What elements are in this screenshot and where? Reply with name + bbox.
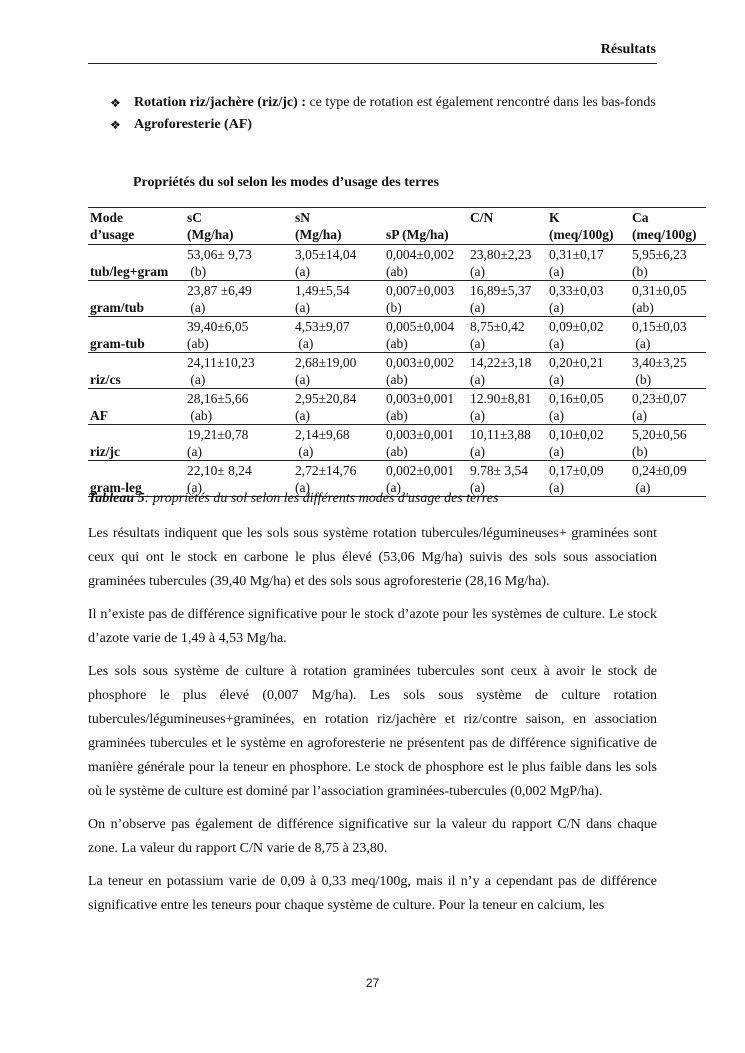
cell-value: 0,003±0,001 (386, 391, 455, 406)
cell-group-letter: (a) (549, 480, 564, 495)
cell-group-letter: (a) (549, 408, 564, 423)
cell-value: 0,20±0,21 (549, 355, 604, 370)
table-cell (547, 425, 630, 461)
cell-value: 0,31±0,05 (632, 283, 687, 298)
column-header (547, 208, 630, 245)
cell-group-letter: (ab) (386, 444, 408, 459)
table-cell (547, 389, 630, 425)
column-header-line1 (386, 209, 468, 226)
cell-group-letter: (b) (386, 300, 402, 315)
table-cell (185, 389, 293, 425)
cell-value: 0,16±0,05 (549, 391, 604, 406)
paragraph-potassium: La teneur en potassium varie de 0,09 à 0,33 meq/100g, mais il n’y a cependant pas de différence significative entre les teneurs pour chaque système de culture. Pour la teneur en calcium, les (88, 874, 657, 913)
table-row (88, 425, 706, 461)
cell-group-letter: (a) (470, 444, 485, 459)
cell-group-letter: (a) (470, 372, 485, 387)
column-header-line1: Mode (90, 210, 123, 225)
table-cell (547, 317, 630, 353)
diamond-bullet-icon: ❖ (110, 96, 121, 110)
cell-value: 0,15±0,03 (632, 319, 687, 334)
cell-value: 4,53±9,07 (295, 319, 350, 334)
table-cell (293, 389, 384, 425)
cell-group-letter: (a) (295, 480, 310, 495)
body-text (88, 522, 657, 927)
table-cell (384, 425, 468, 461)
cell-value: 3,40±3,25 (632, 355, 687, 370)
cell-value: 23,80±2,23 (470, 247, 532, 262)
column-header-line2: (Mg/ha) (187, 227, 234, 242)
cell-value: 0,24±0,09 (632, 463, 687, 478)
cell-value: 2,68±19,00 (295, 355, 357, 370)
cell-value: 1,49±5,54 (295, 283, 350, 298)
cell-value: 10,11±3,88 (470, 427, 531, 442)
cell-group-letter: (a) (295, 372, 310, 387)
cell-value: 0,002±0,001 (386, 463, 455, 478)
cell-value: 28,16±5,66 (187, 391, 249, 406)
row-mode-label: gram-tub (88, 317, 185, 353)
table-cell (384, 245, 468, 281)
cell-value: 24,11±10,23 (187, 355, 255, 370)
table-row (88, 317, 706, 353)
paragraph-carbon: Les résultats indiquent que les sols sous système rotation tubercules/légumineuses+ graminées sont ceux qui ont le stock en carbone le plus élevé (53,06 Mg/ha) suivis des sols sous association graminées tubercules (39,40 Mg/ha) et des sols sous agroforesterie (28,16 Mg/ha). (88, 526, 657, 589)
row-mode-label: gram-leg (88, 461, 185, 497)
cell-value: 53,06± 9,73 (187, 247, 252, 262)
cell-group-letter: (a) (470, 408, 485, 423)
cell-group-letter: (a) (295, 408, 310, 423)
table-cell (547, 281, 630, 317)
caption-text: : propriétés du sol selon les différents modes d'usage des terres (144, 491, 499, 506)
soil-properties-table-wrapper (88, 207, 697, 497)
cell-group-letter: (a) (295, 336, 314, 351)
cell-value: 0,003±0,002 (386, 355, 455, 370)
cell-group-letter: (ab) (386, 372, 408, 387)
cell-group-letter: (a) (187, 480, 202, 495)
column-header-line1: C/N (470, 210, 494, 225)
column-header-line2: (meq/100g) (549, 227, 614, 242)
cell-value: 0,31±0,17 (549, 247, 604, 262)
column-header (384, 208, 468, 245)
cell-value: 0,09±0,02 (549, 319, 604, 334)
cell-group-letter: (ab) (187, 336, 209, 351)
cell-group-letter: (a) (386, 480, 401, 495)
column-header (88, 208, 185, 245)
table-cell (630, 317, 706, 353)
cell-value: 0,17±0,09 (549, 463, 604, 478)
column-header-line2: (meq/100g) (632, 227, 697, 242)
table-cell (547, 353, 630, 389)
table-cell (384, 353, 468, 389)
cell-value: 2,95±20,84 (295, 391, 357, 406)
table-cell (384, 317, 468, 353)
section-subheading: Propriétés du sol selon les modes d’usage des terres (133, 175, 439, 190)
column-header-line1: Ca (632, 210, 649, 225)
paragraph-cn-ratio: On n’observe pas également de différence significative sur la valeur du rapport C/N dans chaque zone. La valeur du rapport C/N varie de 8,75 à 23,80. (88, 817, 657, 856)
diamond-bullet-icon: ❖ (110, 118, 121, 132)
table-cell (547, 461, 630, 497)
cell-group-letter: (a) (632, 480, 651, 495)
cell-value: 19,21±0,78 (187, 427, 249, 442)
header-rule (88, 63, 657, 64)
bullet-list (110, 92, 658, 136)
cell-group-letter: (a) (549, 444, 564, 459)
table-cell (293, 245, 384, 281)
cell-value: 5,95±6,23 (632, 247, 687, 262)
cell-value: 0,23±0,07 (632, 391, 687, 406)
table-cell (630, 461, 706, 497)
table-cell (547, 245, 630, 281)
table-cell (293, 353, 384, 389)
row-mode-label: gram/tub (88, 281, 185, 317)
column-header (185, 208, 293, 245)
bullet-bold-label: Agroforesterie (AF) (134, 117, 253, 132)
cell-value: 9.78± 3,54 (470, 463, 529, 478)
table-header-row (88, 208, 706, 245)
bullet-item-rotation (110, 92, 658, 114)
cell-value: 0,005±0,004 (386, 319, 455, 334)
column-header-line2: sP (Mg/ha) (386, 227, 449, 242)
column-header-line2: (Mg/ha) (295, 227, 342, 242)
table-body (88, 245, 706, 497)
table-row (88, 281, 706, 317)
page-number: 27 (365, 976, 380, 990)
column-header-line1: sN (295, 210, 311, 225)
cell-value: 23,87 ±6,49 (187, 283, 252, 298)
cell-value: 22,10± 8,24 (187, 463, 252, 478)
table-cell (185, 425, 293, 461)
column-header (630, 208, 706, 245)
caption-label: Tableau 5 (88, 491, 145, 506)
column-header (293, 208, 384, 245)
row-mode-label: riz/jc (88, 425, 185, 461)
cell-group-letter: (b) (632, 372, 652, 387)
row-mode-label: riz/cs (88, 353, 185, 389)
table-cell (384, 389, 468, 425)
cell-group-letter: (ab) (386, 264, 408, 279)
bullet-text: ce type de rotation est également rencontré dans les bas-fonds (305, 95, 656, 110)
cell-value: 2,72±14,76 (295, 463, 357, 478)
table-cell (185, 281, 293, 317)
column-header-line1: K (549, 210, 560, 225)
column-header-line1: sC (187, 210, 203, 225)
cell-value: 0,003±0,001 (386, 427, 455, 442)
cell-group-letter: (ab) (386, 336, 408, 351)
table-cell (293, 425, 384, 461)
table-cell (468, 353, 547, 389)
table-cell (630, 281, 706, 317)
table-cell (630, 353, 706, 389)
cell-group-letter: (a) (632, 336, 651, 351)
cell-group-letter: (a) (470, 264, 485, 279)
cell-group-letter: (ab) (187, 408, 213, 423)
cell-value: 0,007±0,003 (386, 283, 455, 298)
table-cell (468, 389, 547, 425)
row-mode-label: AF (88, 389, 185, 425)
table-caption (88, 491, 498, 507)
table-cell (468, 425, 547, 461)
table-cell (185, 245, 293, 281)
cell-group-letter: (b) (632, 264, 648, 279)
table-row (88, 389, 706, 425)
table-row (88, 245, 706, 281)
cell-value: 0,33±0,03 (549, 283, 604, 298)
bullet-bold-label: Rotation riz/jachère (riz/jc) : (134, 95, 306, 110)
table-cell (185, 353, 293, 389)
table-cell (185, 317, 293, 353)
column-header (468, 208, 547, 245)
column-header-line2 (470, 226, 547, 243)
table-cell (468, 281, 547, 317)
cell-group-letter: (b) (632, 444, 648, 459)
table-cell (630, 389, 706, 425)
cell-group-letter: (a) (549, 372, 564, 387)
row-mode-label: tub/leg+gram (88, 245, 185, 281)
cell-value: 2,14±9,68 (295, 427, 350, 442)
cell-value: 0,004±0,002 (386, 247, 455, 262)
cell-value: 14,22±3,18 (470, 355, 532, 370)
table-cell (293, 281, 384, 317)
running-header-title: Résultats (600, 42, 656, 57)
cell-value: 8,75±0,42 (470, 319, 525, 334)
cell-value: 0,10±0,02 (549, 427, 604, 442)
cell-value: 12.90±8,81 (470, 391, 532, 406)
paragraph-nitrogen: Il n’existe pas de différence significative pour le stock d’azote pour les systèmes de culture. Le stock d’azote varie de 1,49 à 4,53 Mg/ha. (88, 607, 657, 646)
cell-group-letter: (ab) (632, 300, 654, 315)
cell-group-letter: (b) (187, 264, 207, 279)
table-cell (630, 425, 706, 461)
table-cell (468, 317, 547, 353)
cell-group-letter: (a) (549, 300, 564, 315)
cell-group-letter: (a) (470, 480, 485, 495)
cell-group-letter: (ab) (386, 408, 408, 423)
cell-value: 39,40±6,05 (187, 319, 249, 334)
cell-group-letter: (a) (187, 372, 206, 387)
cell-group-letter: (a) (549, 336, 564, 351)
bullet-item-agroforesterie (110, 114, 658, 136)
table-cell (384, 281, 468, 317)
cell-group-letter: (a) (295, 444, 314, 459)
soil-properties-table (88, 207, 706, 497)
table-row (88, 353, 706, 389)
column-header-line2: d’usage (90, 227, 135, 242)
cell-group-letter: (a) (295, 300, 310, 315)
cell-group-letter: (a) (470, 300, 485, 315)
cell-value: 3,05±14,04 (295, 247, 357, 262)
cell-group-letter: (a) (549, 264, 564, 279)
cell-group-letter: (a) (187, 444, 202, 459)
table-cell (630, 245, 706, 281)
cell-value: 5,20±0,56 (632, 427, 687, 442)
table-cell (293, 317, 384, 353)
cell-group-letter: (a) (187, 300, 206, 315)
cell-value: 16,89±5,37 (470, 283, 532, 298)
cell-group-letter: (a) (470, 336, 485, 351)
cell-group-letter: (a) (295, 264, 310, 279)
paragraph-phosphorus: Les sols sous système de culture à rotation graminées tubercules sont ceux à avoir le stock de phosphore le plus élevé (0,007 Mg/ha). Les sols sous système de culture rotation tubercules/légumineuses+graminées, en rotation riz/jachère et riz/contre saison, en association graminées tubercules et le système en agroforesterie ne présentent pas de différence significative de manière générale pour la teneur en phosphore. Le stock de phosphore est le plus faible dans les sols où le système de culture est dominé par l’association graminées-tubercules (0,002 MgP/ha). (88, 664, 657, 799)
table-cell (468, 245, 547, 281)
cell-group-letter: (a) (632, 408, 647, 423)
